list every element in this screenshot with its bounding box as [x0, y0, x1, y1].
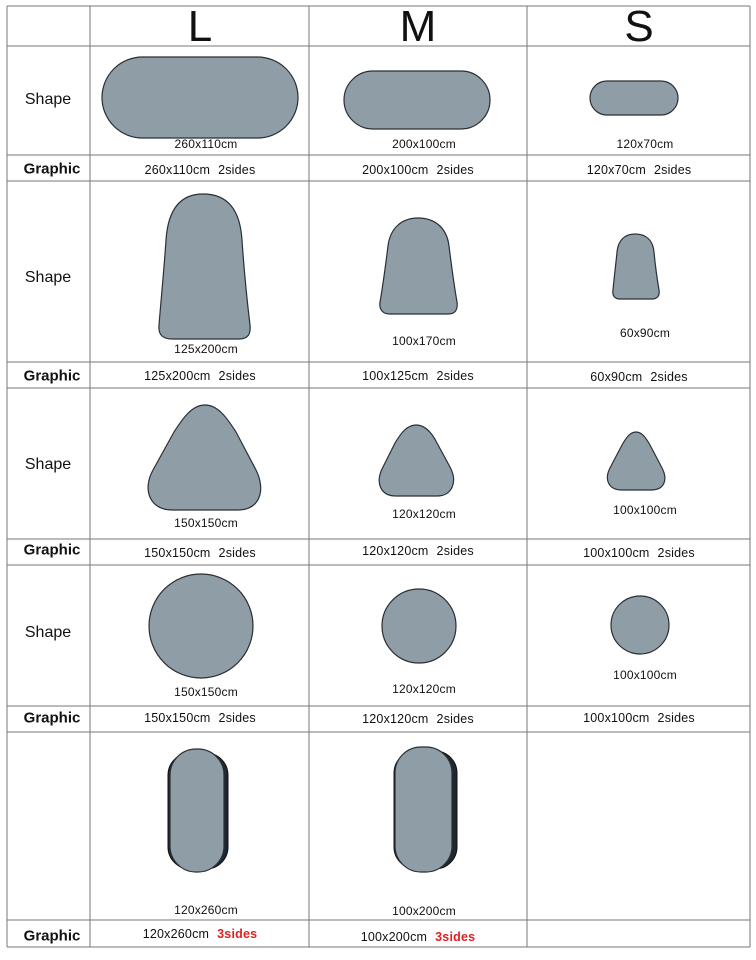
graphic-sides: 2sides [657, 711, 695, 725]
tower-shape-medium [380, 218, 457, 314]
graphic-size: 200x100cm [362, 163, 429, 177]
graphic-spec [362, 544, 474, 558]
graphic-spec [144, 546, 256, 560]
shape-size-caption: 150x150cm [174, 685, 238, 699]
graphic-spec [362, 369, 474, 383]
oval-shape-medium [344, 71, 490, 129]
graphic-sides: 2sides [218, 546, 256, 560]
graphic-spec [143, 927, 258, 941]
graphic-spec [590, 370, 687, 384]
graphic-spec [583, 711, 695, 725]
row-label-graphic: Graphic [23, 160, 81, 178]
row-label-shape: Shape [24, 624, 72, 641]
shape-size-caption: 125x200cm [174, 342, 238, 356]
circle-shape-small [611, 596, 669, 654]
shape-size-caption: 120x70cm [616, 137, 674, 151]
graphic-spec [362, 712, 474, 726]
row-label-graphic: Graphic [23, 927, 81, 945]
shape-size-caption: 60x90cm [619, 326, 671, 340]
graphic-size: 150x150cm [144, 546, 211, 560]
column-header-l: L [187, 2, 213, 51]
graphic-sides: 2sides [653, 163, 692, 177]
graphic-size: 60x90cm [590, 370, 643, 384]
graphic-size: 100x100cm [583, 711, 650, 725]
graphic-sides: 2sides [436, 163, 474, 177]
shape-size-caption: 150x150cm [174, 516, 238, 530]
oval-shape-large [102, 57, 298, 138]
shape-size-caption: 100x100cm [613, 668, 677, 682]
row-label-shape: Shape [24, 269, 72, 286]
triangle-shape-medium [379, 425, 453, 496]
graphic-size: 125x200cm [144, 369, 211, 383]
shape-size-caption: 120x260cm [174, 903, 238, 917]
graphic-spec [361, 930, 476, 944]
shape-size-caption: 120x120cm [392, 682, 456, 696]
oval-shape-small [590, 81, 678, 115]
capsule-shape-large [168, 749, 228, 872]
row-label-shape: Shape [24, 456, 72, 473]
circle-shape-medium [382, 589, 456, 663]
column-header-m: M [399, 2, 437, 51]
graphic-spec [144, 711, 256, 725]
graphic-size: 120x120cm [362, 712, 429, 726]
graphic-size: 100x200cm [360, 930, 428, 944]
circle-shape-large [149, 574, 253, 678]
graphic-size: 120x120cm [362, 544, 429, 558]
shape-size-caption: 200x100cm [392, 137, 456, 151]
tower-shape-small [613, 234, 659, 299]
graphic-sides: 2sides [436, 544, 474, 558]
graphic-sides: 2sides [218, 163, 256, 177]
graphic-sides: 3sides [217, 927, 258, 941]
graphic-sides: 2sides [650, 370, 688, 384]
graphic-size: 120x70cm [586, 163, 646, 177]
shape-size-caption: 100x100cm [613, 503, 677, 517]
row-label-graphic: Graphic [23, 541, 81, 559]
triangle-shape-large [148, 405, 261, 510]
row-label-shape: Shape [24, 91, 72, 108]
shape-size-caption: 100x170cm [392, 334, 456, 348]
column-header-s: S [624, 2, 654, 51]
tower-shape-large [159, 194, 250, 339]
graphic-spec [145, 163, 256, 177]
graphic-size: 150x150cm [144, 711, 211, 725]
row-label-graphic: Graphic [23, 367, 81, 385]
graphic-spec [583, 546, 695, 560]
graphic-sides: 2sides [436, 712, 474, 726]
row-label-graphic: Graphic [23, 709, 81, 727]
graphic-size: 100x100cm [583, 546, 650, 560]
graphic-sides: 2sides [657, 546, 695, 560]
graphic-sides: 2sides [436, 369, 474, 383]
graphic-spec [587, 163, 692, 177]
graphic-spec [144, 369, 256, 383]
graphic-sides: 2sides [218, 711, 256, 725]
shape-size-caption: 120x120cm [392, 507, 456, 521]
graphic-spec [362, 163, 474, 177]
graphic-sides: 3sides [435, 930, 476, 944]
shape-size-caption: 260x110cm [174, 137, 238, 151]
triangle-shape-small [607, 432, 664, 490]
shape-size-caption: 100x200cm [392, 904, 456, 918]
graphic-sides: 2sides [218, 369, 256, 383]
graphic-size: 260x110cm [144, 163, 211, 177]
graphic-size: 120x260cm [142, 927, 210, 941]
capsule-shape-medium [394, 747, 457, 872]
graphic-size: 100x125cm [362, 369, 429, 383]
